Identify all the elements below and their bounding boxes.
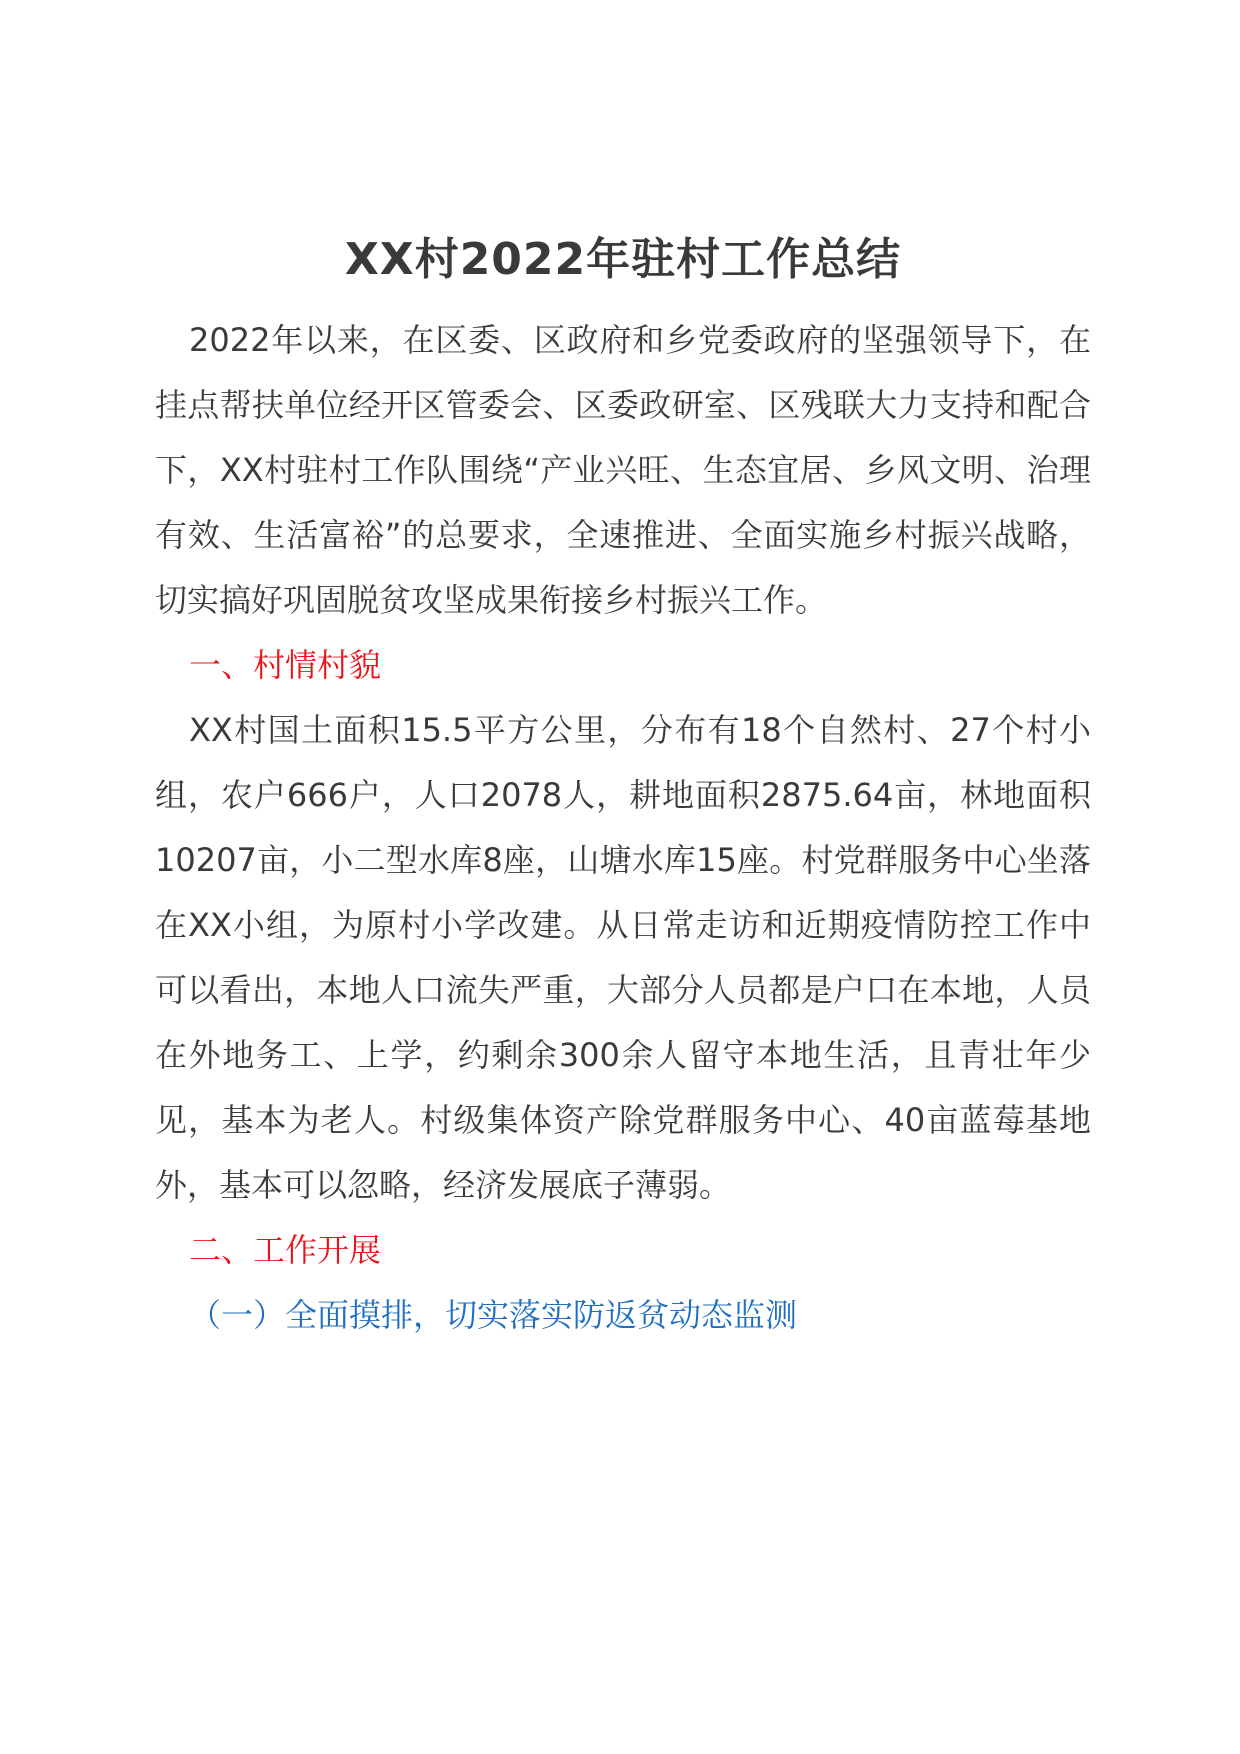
document-title: XX村2022年驻村工作总结	[344, 234, 902, 285]
section-heading-work-progress: 二、工作开展	[189, 1231, 382, 1269]
subsection-heading-monitoring: （一）全面摸排，切实落实防返贫动态监测	[189, 1296, 798, 1334]
intro-paragraph: 2022年以来，在区委、区政府和乡党委政府的坚强领导下，在挂点帮扶单位经开区管委会、区委政研室、区残联大力支持和配合下，XX村驻村工作队围绕“产业兴旺、生态宜居、乡风文明、治理有效、生活富裕”的总要求，全速推进、全面实施乡村振兴战略，切实搞好巩固脱贫攻坚成果衔接乡村振兴工作。	[155, 321, 1091, 619]
village-overview-paragraph: XX村国土面积15.5平方公里，分布有18个自然村、27个村小组，农户666户，人口2078人，耕地面积2875.64亩，林地面积10207亩，小二型水库8座，山塘水库15座。村党群服务中心坐落在XX小组，为原村小学改建。从日常走访和近期疫情防控工作中可以看出，本地人口流失严重，大部分人员都是户口在本地，人员在外地务工、上学，约剩余300余人留守本地生活，且青壮年少见，基本为老人。村级集体资产除党群服务中心、40亩蓝莓基地外，基本可以忽略，经济发展底子薄弱。	[155, 711, 1091, 1204]
document-page	[155, 228, 1091, 1348]
section-heading-village-overview: 一、村情村貌	[189, 646, 382, 684]
